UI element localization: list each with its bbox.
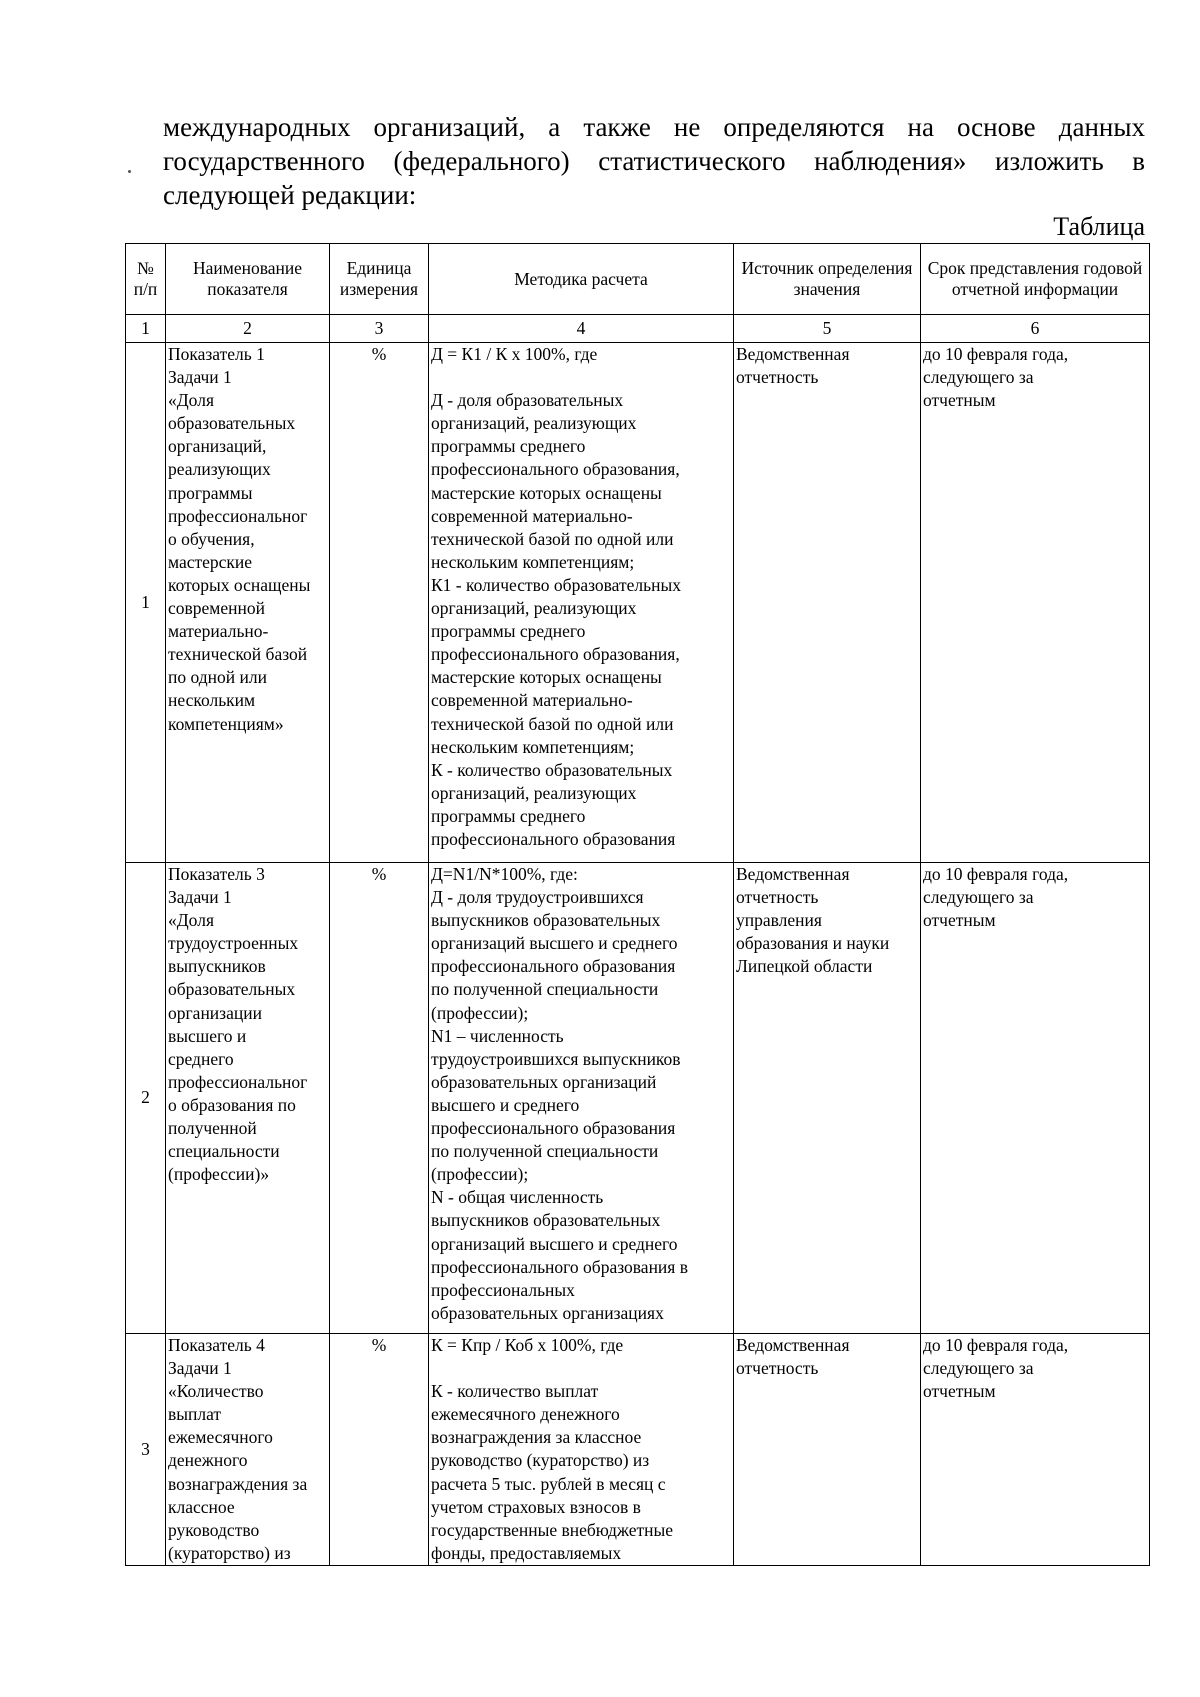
calculation-method-line: по полученной специальности	[431, 979, 659, 1000]
calculation-method-line: трудоустроившихся выпускников	[431, 1048, 681, 1069]
calculation-method	[429, 863, 734, 1334]
data-source-line: Ведомственная	[736, 864, 850, 884]
calculation-method-line: (профессии);	[431, 1002, 529, 1023]
calculation-method-line: организаций высшего и среднего	[431, 1233, 678, 1254]
reporting-deadline	[921, 863, 1150, 1334]
calculation-method-line: К - количество образовательных	[431, 759, 673, 780]
calculation-method-line: организаций, реализующих	[431, 413, 637, 434]
calculation-method-line: вознаграждения за классное	[431, 1427, 642, 1448]
row-number: 1	[126, 343, 166, 863]
reporting-deadline	[921, 1334, 1150, 1566]
data-source-line: управления	[736, 910, 822, 931]
calculation-method-line: мастерские которых оснащены	[431, 667, 662, 688]
indicator-name-line: Задачи 1	[168, 367, 232, 388]
intro-line: следующей редакции:	[163, 180, 417, 210]
data-source-line: Липецкой области	[736, 956, 873, 977]
data-source-line: образования и науки	[736, 933, 890, 954]
indicator-name-line: вознаграждения за	[168, 1473, 308, 1494]
indicator-name-line: «Доля	[168, 390, 214, 411]
indicator-name-line: организации	[168, 1002, 262, 1023]
reporting-deadline-line: следующего за	[923, 1358, 1034, 1379]
calculation-method-line	[431, 366, 731, 389]
indicator-name-line: о образования по	[168, 1094, 296, 1115]
indicator-name-line: «Доля	[168, 910, 214, 931]
unit-of-measure: %	[330, 863, 429, 1334]
calculation-method-line: образовательных организациях	[431, 1302, 664, 1323]
column-number: 3	[330, 315, 429, 343]
calculation-method-line: Д - доля образовательных	[431, 390, 624, 411]
reporting-deadline-line: отчетным	[923, 1381, 996, 1402]
column-number: 5	[734, 315, 921, 343]
calculation-method-line: выпускников образовательных	[431, 1210, 661, 1231]
calculation-method-line: профессионального образования,	[431, 644, 680, 665]
indicator-name	[166, 863, 330, 1334]
indicator-table	[125, 243, 1150, 1566]
intro-line: международных организаций, а также не определяются на основе данных	[163, 112, 1145, 142]
indicator-name-line: выплат	[168, 1404, 222, 1425]
calculation-method-line: профессионального образования	[431, 1118, 676, 1139]
calculation-method-line: Д=N1/N*100%, где:	[431, 864, 578, 884]
calculation-method-line: образовательных организаций	[431, 1071, 657, 1092]
data-source-line: отчетность	[736, 367, 819, 388]
header-num: № п/п	[126, 244, 166, 315]
indicator-name-line: трудоустроенных	[168, 933, 299, 954]
calculation-method-line: нескольким компетенциям;	[431, 736, 635, 757]
calculation-method-line: современной материально-	[431, 690, 633, 711]
calculation-method-line: по полученной специальности	[431, 1141, 659, 1162]
calculation-method-line: мастерские которых оснащены	[431, 482, 662, 503]
table-caption: Таблица	[1053, 212, 1145, 241]
column-number: 6	[921, 315, 1150, 343]
calculation-method-line: К1 - количество образовательных	[431, 574, 681, 595]
reporting-deadline	[921, 343, 1150, 863]
calculation-method-line: руководство (кураторство) из	[431, 1450, 650, 1471]
indicator-name-line: материально-	[168, 621, 269, 642]
indicator-name-line: Задачи 1	[168, 1358, 232, 1379]
header-name: Наименование показателя	[166, 244, 330, 315]
indicator-name	[166, 343, 330, 863]
unit-of-measure: %	[330, 1334, 429, 1566]
indicator-name-line: (профессии)»	[168, 1164, 270, 1185]
calculation-method-line: учетом страховых взносов в	[431, 1496, 641, 1517]
indicator-name-line: полученной	[168, 1118, 257, 1139]
calculation-method-line: нескольким компетенциям;	[431, 551, 635, 572]
reporting-deadline-line: следующего за	[923, 367, 1034, 388]
calculation-method-line: профессионального образования	[431, 956, 676, 977]
unit-of-measure: %	[330, 343, 429, 863]
calculation-method	[429, 343, 734, 863]
indicator-name-line: нескольким	[168, 690, 256, 711]
indicator-name-line: компетенциям»	[168, 713, 284, 734]
calculation-method-line: (профессии);	[431, 1164, 529, 1185]
calculation-method-line: высшего и среднего	[431, 1094, 580, 1115]
indicator-name-line: денежного	[168, 1450, 248, 1471]
indicator-name-line: образовательных	[168, 979, 296, 1000]
calculation-method-line: профессионального образования,	[431, 459, 680, 480]
reporting-deadline-line: до 10 февраля года,	[923, 1335, 1069, 1355]
data-source-line: отчетность	[736, 887, 819, 908]
row-number: 3	[126, 1334, 166, 1566]
calculation-method-line: расчета 5 тыс. рублей в месяц с	[431, 1473, 666, 1494]
data-source	[734, 343, 921, 863]
data-source-line: Ведомственная	[736, 344, 850, 364]
data-source	[734, 1334, 921, 1566]
indicator-name-line: мастерские	[168, 551, 253, 572]
calculation-method-line: профессионального образования	[431, 828, 676, 849]
indicator-name-line: классное	[168, 1496, 235, 1517]
indicator-name	[166, 1334, 330, 1566]
indicator-name-line: организаций,	[168, 436, 267, 457]
reporting-deadline-line: следующего за	[923, 887, 1034, 908]
reporting-deadline-line: отчетным	[923, 390, 996, 411]
calculation-method-line: Д = К1 / К х 100%, где	[431, 344, 598, 364]
data-source-line: Ведомственная	[736, 1335, 850, 1355]
indicator-name-line: профессиональног	[168, 505, 308, 526]
indicator-name-line: Показатель 3	[168, 864, 265, 884]
calculation-method-line: технической базой по одной или	[431, 713, 674, 734]
header-deadline: Срок представления годовой отчетной информации	[921, 244, 1150, 315]
calculation-method-line: Д - доля трудоустроившихся	[431, 887, 644, 908]
reporting-deadline-line: до 10 февраля года,	[923, 344, 1069, 364]
calculation-method-line: ежемесячного денежного	[431, 1404, 620, 1425]
calculation-method-line: N1 – численность	[431, 1025, 564, 1046]
indicator-name-line: по одной или	[168, 667, 267, 688]
table-header-row	[126, 244, 1150, 315]
calculation-method-line: государственные внебюджетные	[431, 1519, 674, 1540]
indicator-name-line: о обучения,	[168, 528, 255, 549]
indicator-name-line: выпускников	[168, 956, 266, 977]
calculation-method-line: технической базой по одной или	[431, 528, 674, 549]
indicator-name-line: реализующих	[168, 459, 271, 480]
intro-paragraph	[163, 110, 1145, 212]
calculation-method-line: программы среднего	[431, 436, 586, 457]
header-source: Источник определения значения	[734, 244, 921, 315]
table-row	[126, 863, 1150, 1334]
reporting-deadline-line: до 10 февраля года,	[923, 864, 1069, 884]
indicator-name-line: программы	[168, 482, 253, 503]
header-method: Методика расчета	[429, 244, 734, 315]
calculation-method-line: выпускников образовательных	[431, 910, 661, 931]
calculation-method-line: профессионального образования в	[431, 1256, 688, 1277]
header-unit: Единица измерения	[330, 244, 429, 315]
column-number: 1	[126, 315, 166, 343]
table-row	[126, 343, 1150, 863]
calculation-method-line: современной материально-	[431, 505, 633, 526]
calculation-method-line: программы среднего	[431, 621, 586, 642]
indicator-name-line: технической базой	[168, 644, 308, 665]
indicator-name-line: которых оснащены	[168, 574, 311, 595]
scan-speck	[128, 170, 131, 173]
column-number: 4	[429, 315, 734, 343]
calculation-method-line: организаций, реализующих	[431, 598, 637, 619]
column-number: 2	[166, 315, 330, 343]
row-number: 2	[126, 863, 166, 1334]
data-source-line: отчетность	[736, 1358, 819, 1379]
indicator-name-line: высшего и	[168, 1025, 247, 1046]
indicator-name-line: современной	[168, 598, 265, 619]
column-number-row	[126, 315, 1150, 343]
table-row	[126, 1334, 1150, 1566]
calculation-method-line: К - количество выплат	[431, 1381, 599, 1402]
indicator-name-line: руководство	[168, 1519, 260, 1540]
calculation-method-line: организаций высшего и среднего	[431, 933, 678, 954]
calculation-method-line: организаций, реализующих	[431, 782, 637, 803]
indicator-name-line: Задачи 1	[168, 887, 232, 908]
calculation-method-line: фонды, предоставляемых	[431, 1542, 622, 1563]
indicator-name-line: «Количество	[168, 1381, 264, 1402]
calculation-method-line: N - общая численность	[431, 1187, 604, 1208]
indicator-name-line: специальности	[168, 1141, 280, 1162]
indicator-name-line: ежемесячного	[168, 1427, 273, 1448]
intro-line: государственного (федерального) статистического наблюдения» изложить в	[163, 146, 1145, 176]
indicator-name-line: образовательных	[168, 413, 296, 434]
calculation-method	[429, 1334, 734, 1566]
calculation-method-line: профессиональных	[431, 1279, 575, 1300]
reporting-deadline-line: отчетным	[923, 910, 996, 931]
calculation-method-line	[431, 1357, 731, 1380]
indicator-name-line: (кураторство) из	[168, 1542, 291, 1563]
indicator-name-line: профессиональног	[168, 1071, 308, 1092]
calculation-method-line: К = Кпр / Коб х 100%, где	[431, 1335, 624, 1355]
indicator-name-line: Показатель 4	[168, 1335, 265, 1355]
calculation-method-line: программы среднего	[431, 805, 586, 826]
indicator-name-line: Показатель 1	[168, 344, 265, 364]
data-source	[734, 863, 921, 1334]
indicator-name-line: среднего	[168, 1048, 234, 1069]
